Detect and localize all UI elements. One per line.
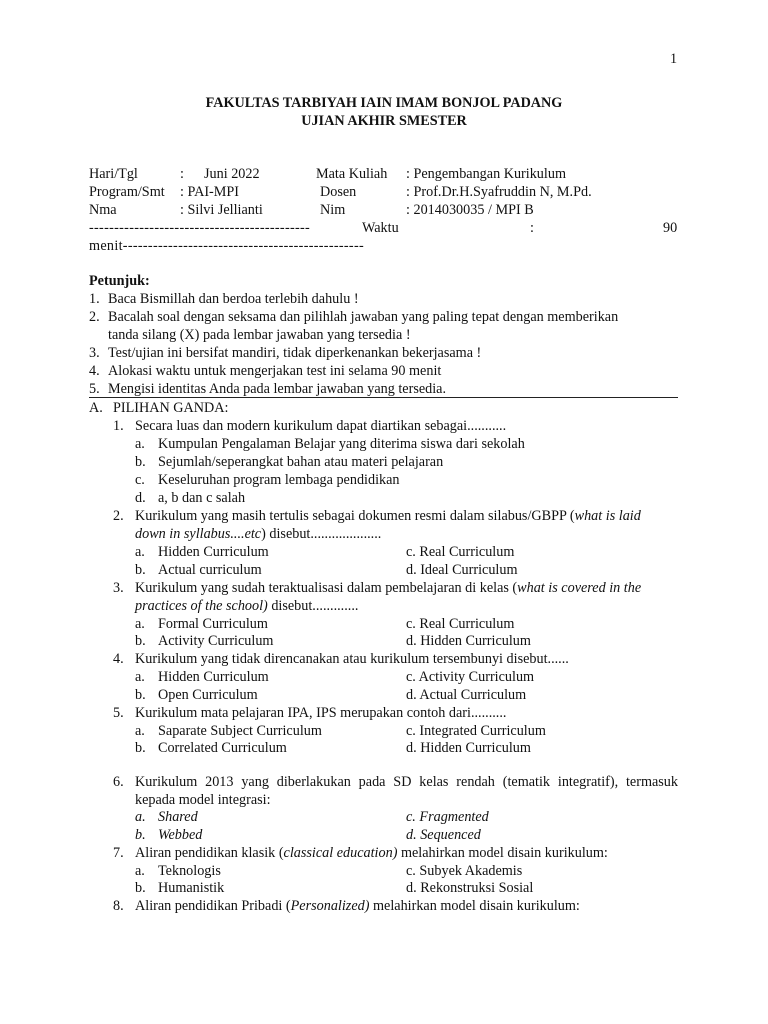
option-text: Saparate Subject Curriculum — [158, 723, 322, 739]
hari-label: Hari/Tgl — [89, 166, 138, 182]
question-number: 3. — [113, 580, 124, 596]
page-number: 1 — [670, 51, 678, 67]
option-letter: a. — [135, 616, 145, 632]
question-text: Aliran pendidikan klasik (classical education) melahirkan model disain kurikulum: — [135, 845, 608, 861]
faculty-title: FAKULTAS TARBIYAH IAIN IMAM BONJOL PADANG — [205, 95, 563, 111]
option-letter: b. — [135, 687, 146, 703]
question-number: 5. — [113, 705, 124, 721]
option-text: d. Hidden Curriculum — [406, 633, 531, 649]
option-text: Correlated Curriculum — [158, 740, 287, 756]
option-text: Kumpulan Pengalaman Belajar yang diterima siswa dari sekolah — [158, 436, 525, 452]
petunjuk-text: Mengisi identitas Anda pada lembar jawaban yang tersedia. — [108, 381, 447, 397]
option-letter: d. — [135, 490, 146, 506]
option-letter: b. — [135, 454, 146, 470]
question-text: Kurikulum yang tidak direncanakan atau kurikulum tersembunyi disebut...... — [135, 651, 569, 667]
option-text: Humanistik — [158, 880, 225, 896]
waktu-colon: : — [530, 220, 534, 236]
option-text: Actual curriculum — [158, 562, 262, 578]
waktu-line2: menit------------------------------------------------ — [89, 238, 364, 254]
question-text: Kurikulum yang sudah teraktualisasi dalam pembelajaran di kelas (what is covered in the — [135, 580, 642, 596]
question-text: Kurikulum 2013 yang diberlakukan pada SD kelas rendah (tematik integratif), termasuk — [135, 774, 678, 790]
nim-value: : 2014030035 / MPI B — [406, 202, 534, 218]
option-letter: a. — [135, 809, 146, 825]
petunjuk-num: 4. — [89, 363, 100, 379]
option-letter: b. — [135, 827, 146, 843]
option-letter: b. — [135, 880, 146, 896]
exam-title: UJIAN AKHIR SMESTER — [301, 113, 467, 129]
question-text-cont: kepada model integrasi: — [135, 792, 271, 808]
program-label: Program/Smt — [89, 184, 165, 200]
option-letter: a. — [135, 723, 145, 739]
option-text: Activity Curriculum — [158, 633, 274, 649]
question-text-cont: practices of the school) disebut............. — [135, 598, 359, 614]
option-text: Webbed — [158, 827, 203, 843]
hari-colon: : — [180, 166, 184, 182]
option-text: Hidden Curriculum — [158, 669, 269, 685]
option-text: c. Activity Curriculum — [406, 669, 535, 685]
option-letter: a. — [135, 863, 145, 879]
question-text: Aliran pendidikan Pribadi (Personalized) melahirkan model disain kurikulum: — [135, 898, 580, 914]
option-text: d. Ideal Curriculum — [406, 562, 518, 578]
nim-label: Nim — [320, 202, 346, 218]
option-text: d. Hidden Curriculum — [406, 740, 531, 756]
question-text: Secara luas dan modern kurikulum dapat diartikan sebagai........... — [135, 418, 507, 434]
dosen-label: Dosen — [320, 184, 357, 200]
question-number: 7. — [113, 845, 124, 861]
option-letter: a. — [135, 544, 145, 560]
petunjuk-num: 1. — [89, 291, 100, 307]
petunjuk-text-cont: tanda silang (X) pada lembar jawaban yang tersedia ! — [108, 327, 411, 343]
waktu-value: 90 — [663, 220, 678, 236]
option-text: d. Rekonstruksi Sosial — [406, 880, 534, 896]
question-number: 1. — [113, 418, 124, 434]
option-text: c. Fragmented — [406, 809, 489, 825]
dosen-value: : Prof.Dr.H.Syafruddin N, M.Pd. — [406, 184, 592, 200]
waktu-label: Waktu — [362, 220, 399, 236]
option-text: a, b dan c salah — [158, 490, 246, 506]
petunjuk-title: Petunjuk: — [89, 273, 150, 289]
petunjuk-num: 5. — [89, 381, 100, 397]
option-letter: b. — [135, 740, 146, 756]
nama-value: : Silvi Jellianti — [180, 202, 263, 218]
section-title: PILIHAN GANDA: — [113, 400, 229, 416]
petunjuk-text: Alokasi waktu untuk mengerjakan test ini selama 90 menit — [108, 363, 442, 379]
option-text: c. Subyek Akademis — [406, 863, 523, 879]
option-text: Open Curriculum — [158, 687, 258, 703]
option-text: Formal Curriculum — [158, 616, 268, 632]
option-text: d. Sequenced — [406, 827, 481, 843]
option-letter: a. — [135, 669, 145, 685]
divider-line — [89, 397, 678, 398]
petunjuk-text: Test/ujian ini bersifat mandiri, tidak diperkenankan bekerjasama ! — [108, 345, 482, 361]
question-text-cont: down in syllabus....etc) disebut.................... — [135, 526, 382, 542]
option-letter: c. — [135, 472, 145, 488]
petunjuk-num: 2. — [89, 309, 100, 325]
option-text: Teknologis — [158, 863, 221, 879]
option-text: c. Real Curriculum — [406, 544, 515, 560]
hari-value: Juni 2022 — [204, 166, 260, 182]
question-text: Kurikulum yang masih tertulis sebagai dokumen resmi dalam silabus/GBPP (what is laid — [135, 508, 641, 524]
question-number: 4. — [113, 651, 124, 667]
option-text: d. Actual Curriculum — [406, 687, 527, 703]
question-number: 8. — [113, 898, 124, 914]
program-value: : PAI-MPI — [180, 184, 240, 200]
option-text: Keseluruhan program lembaga pendidikan — [158, 472, 400, 488]
option-letter: b. — [135, 562, 146, 578]
question-number: 2. — [113, 508, 124, 524]
option-letter: b. — [135, 633, 146, 649]
question-number: 6. — [113, 774, 124, 790]
option-text: c. Real Curriculum — [406, 616, 515, 632]
option-text: Sejumlah/seperangkat bahan atau materi pelajaran — [158, 454, 444, 470]
petunjuk-num: 3. — [89, 345, 100, 361]
option-text: c. Integrated Curriculum — [406, 723, 546, 739]
section-letter: A. — [89, 400, 103, 416]
option-text: Hidden Curriculum — [158, 544, 269, 560]
petunjuk-text: Baca Bismillah dan berdoa terlebih dahulu ! — [108, 291, 359, 307]
nama-label: Nma — [89, 202, 117, 218]
waktu-dashes: -------------------------------------------- — [89, 220, 311, 236]
mata-kuliah-value: : Pengembangan Kurikulum — [406, 166, 566, 182]
petunjuk-text: Bacalah soal dengan seksama dan pilihlah jawaban yang paling tepat dengan memberikan — [108, 309, 619, 325]
mata-kuliah-label: Mata Kuliah — [316, 166, 388, 182]
question-text: Kurikulum mata pelajaran IPA, IPS merupakan contoh dari.......... — [135, 705, 507, 721]
option-letter: a. — [135, 436, 145, 452]
option-text: Shared — [158, 809, 198, 825]
